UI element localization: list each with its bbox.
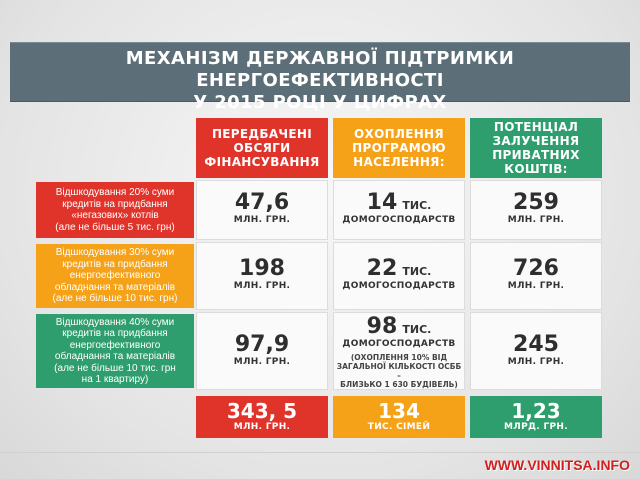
row-label-line: обладнання та матеріалів bbox=[54, 351, 176, 362]
source-watermark: WWW.VINNITSA.INFO bbox=[484, 457, 630, 473]
row-label-line: кредитів на придбання bbox=[62, 258, 168, 270]
title-line-2: У 2015 РОЦІ У ЦИФРАХ bbox=[193, 92, 447, 113]
value-private-row2: 726 bbox=[513, 256, 559, 281]
header-financing-line: ОБСЯГИ bbox=[233, 141, 291, 155]
row-label-line: обладнання та матеріалів bbox=[54, 281, 176, 293]
row-label-line: кредитів на придбання bbox=[62, 328, 168, 339]
cell-private-row2 bbox=[470, 242, 602, 310]
value-private-row3: 245 bbox=[513, 332, 559, 357]
row-label-line: кредитів на придбання bbox=[62, 198, 168, 210]
value-coverage-row3: 98 bbox=[366, 314, 398, 339]
coverage-note-line: БЛИЗЬКО 1 630 БУДІВЕЛЬ) bbox=[340, 380, 458, 389]
cell-coverage-row2 bbox=[333, 242, 465, 310]
page-title bbox=[10, 48, 630, 114]
value-financing-row3: 97,9 bbox=[234, 332, 290, 357]
value-financing-row2: 198 bbox=[239, 256, 285, 281]
value-coverage-row1: 14 bbox=[366, 190, 398, 215]
header-private-line: ЗАЛУЧЕННЯ bbox=[492, 134, 580, 148]
unit-private-row2: МЛН. ГРН. bbox=[507, 281, 565, 291]
row-label-40-percent bbox=[36, 314, 194, 388]
unit-coverage-row1: ДОМОГОСПОДАРСТВ bbox=[342, 215, 456, 225]
header-private-line: ПОТЕНЦІАЛ bbox=[493, 120, 579, 134]
cell-coverage-row3 bbox=[333, 312, 465, 390]
total-coverage-unit: ТИС. СІМЕЙ bbox=[367, 422, 431, 432]
unit-private-row3: МЛН. ГРН. bbox=[507, 357, 565, 367]
header-coverage-line: ПРОГРАМОЮ bbox=[352, 141, 446, 155]
row-label-line: (але не більше 10 тис. грн) bbox=[52, 293, 178, 305]
coverage-note-line: (ОХОПЛЕННЯ 10% ВІД bbox=[350, 353, 448, 362]
row-label-line: Відшкодування 30% суми bbox=[55, 247, 175, 259]
unit-financing-row2: МЛН. ГРН. bbox=[233, 281, 291, 291]
row-label-line: Відшкодування 20% суми bbox=[55, 187, 175, 198]
total-financing-value: 343, 5 bbox=[226, 399, 298, 423]
unit-financing-row3: МЛН. ГРН. bbox=[233, 357, 291, 367]
total-private-value: 1,23 bbox=[511, 399, 561, 423]
cell-private-row1 bbox=[470, 180, 602, 240]
row-label-line: (але не більше 5 тис. грн) bbox=[55, 221, 175, 233]
row-label-line: «негазових» котлів bbox=[71, 210, 159, 221]
cell-financing-row3 bbox=[196, 312, 328, 390]
coverage-note-line: ЗАГАЛЬНОЇ КІЛЬКОСТІ ОСББ – bbox=[336, 362, 462, 380]
row-label-line: Відшкодування 40% суми bbox=[55, 316, 175, 328]
footer-divider bbox=[0, 452, 640, 453]
title-line-1: МЕХАНІЗМ ДЕРЖАВНОЇ ПІДТРИМКИ ЕНЕРГОЕФЕКТИВНОСТІ bbox=[125, 48, 515, 91]
header-private-line: ПРИВАТНИХ bbox=[492, 148, 580, 162]
header-private-funds bbox=[470, 118, 602, 178]
unit-coverage-row3: ДОМОГОСПОДАРСТВ bbox=[342, 339, 456, 349]
value-coverage-row2: 22 bbox=[366, 256, 398, 281]
row-label-30-percent bbox=[36, 244, 194, 308]
header-financing-line: ПЕРЕДБАЧЕНІ bbox=[211, 127, 313, 141]
unit-inline-coverage-row3: ТИС. bbox=[402, 323, 432, 336]
row-label-line: на 1 квартиру) bbox=[81, 374, 149, 385]
row-label-20-percent bbox=[36, 182, 194, 238]
header-financing-line: ФІНАНСУВАННЯ bbox=[204, 155, 320, 169]
unit-financing-row1: МЛН. ГРН. bbox=[233, 215, 291, 225]
unit-coverage-row2: ДОМОГОСПОДАРСТВ bbox=[342, 281, 456, 291]
total-private bbox=[470, 396, 602, 438]
unit-inline-coverage-row1: ТИС. bbox=[402, 199, 432, 212]
header-financing bbox=[196, 118, 328, 178]
value-financing-row1: 47,6 bbox=[234, 190, 290, 215]
total-coverage-value: 134 bbox=[378, 399, 420, 423]
total-coverage bbox=[333, 396, 465, 438]
cell-coverage-row1 bbox=[333, 180, 465, 240]
header-coverage bbox=[333, 118, 465, 178]
cell-financing-row1 bbox=[196, 180, 328, 240]
cell-financing-row2 bbox=[196, 242, 328, 310]
row-label-line: енергоефективного bbox=[69, 270, 161, 282]
header-private-line: КОШТІВ: bbox=[504, 162, 568, 176]
unit-private-row1: МЛН. ГРН. bbox=[507, 215, 565, 225]
row-label-line: енергоефективного bbox=[69, 339, 161, 351]
total-private-unit: МЛРД. ГРН. bbox=[504, 422, 568, 432]
header-coverage-line: ОХОПЛЕННЯ bbox=[354, 127, 444, 141]
cell-private-row3 bbox=[470, 312, 602, 390]
row-label-line: (але не більше 10 тис. грн bbox=[54, 362, 176, 374]
total-financing-unit: МЛН. ГРН. bbox=[233, 422, 291, 432]
header-coverage-line: НАСЕЛЕННЯ: bbox=[353, 155, 445, 169]
total-financing bbox=[196, 396, 328, 438]
unit-inline-coverage-row2: ТИС. bbox=[402, 265, 432, 278]
value-private-row1: 259 bbox=[513, 190, 559, 215]
